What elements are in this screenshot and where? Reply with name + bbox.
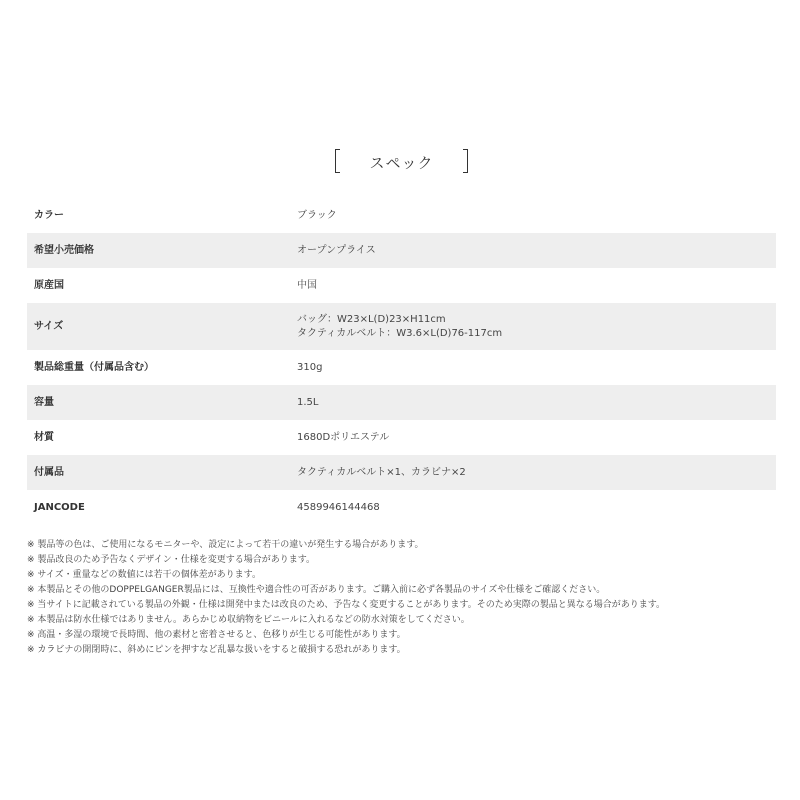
spec-value: 1.5L	[297, 396, 319, 408]
right-bracket-decoration	[463, 149, 468, 173]
spec-row-accessories	[27, 455, 776, 490]
spec-row-weight	[27, 350, 776, 385]
note-item: ※ サイズ・重量などの数値には若干の個体差があります。	[27, 570, 261, 580]
spec-label: 付属品	[34, 466, 64, 478]
spec-value: タクティカルベルト×1、カラビナ×2	[297, 466, 466, 478]
spec-row-capacity	[27, 385, 776, 420]
spec-label: JANCODE	[34, 501, 85, 513]
spec-value: 310g	[297, 361, 323, 373]
spec-value: 中国	[297, 279, 317, 291]
spec-row-color	[27, 198, 776, 233]
spec-label: 希望小売価格	[34, 244, 94, 256]
spec-value	[297, 313, 776, 341]
spec-value: 4589946144468	[297, 501, 380, 513]
note-item: ※ 本製品は防水仕様ではありません。あらかじめ収納物をビニールに入れるなどの防水対策をしてください。	[27, 615, 470, 625]
note-item: ※ 製品等の色は、ご使用になるモニターや、設定によって若干の違いが発生する場合があります。	[27, 540, 424, 550]
note-item: ※ 高温・多湿の環境で長時間、他の素材と密着させると、色移りが生じる可能性があります。	[27, 630, 406, 640]
spec-value: 1680Dポリエステル	[297, 431, 390, 443]
spec-row-jancode	[27, 490, 776, 525]
spec-row-material	[27, 420, 776, 455]
spec-table	[27, 198, 776, 525]
spec-value-line: タクティカルベルト：W3.6×L(D)76-117cm	[297, 327, 503, 339]
spec-value-line: バッグ：W23×L(D)23×H11cm	[297, 313, 446, 325]
spec-label: 原産国	[34, 279, 64, 291]
spec-value: ブラック	[297, 209, 337, 221]
spec-label: 製品総重量（付属品含む）	[34, 361, 154, 373]
spec-label: カラー	[34, 209, 64, 221]
spec-value: オープンプライス	[297, 244, 376, 256]
spec-row-origin	[27, 268, 776, 303]
note-item: ※ 本製品とその他のDOPPELGANGER製品には、互換性や適合性の可否があります。ご購入前に必ず各製品のサイズや仕様をご確認ください。	[27, 585, 606, 595]
notes-list	[27, 538, 787, 658]
note-item: ※ 製品改良のため予告なくデザイン・仕様を変更する場合があります。	[27, 555, 316, 565]
spec-label: サイズ	[34, 320, 64, 332]
spec-label: 材質	[34, 431, 54, 443]
spec-row-price	[27, 233, 776, 268]
section-title: スペック	[369, 154, 434, 172]
section-heading	[335, 149, 468, 173]
spec-row-size	[27, 303, 776, 350]
note-item: ※ 当サイトに記載されている製品の外観・仕様は開発中または改良のため、予告なく変更することがあります。そのため実際の製品と異なる場合があります。	[27, 600, 665, 610]
spec-label: 容量	[34, 396, 54, 408]
note-item: ※ カラビナの開閉時に、斜めにピンを押すなど乱暴な扱いをすると破損する恐れがあります。	[27, 645, 406, 655]
